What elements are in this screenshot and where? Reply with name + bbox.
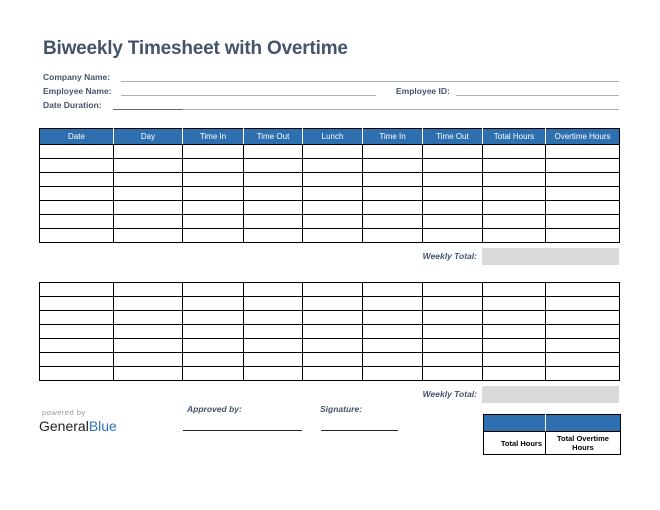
company-name-field[interactable] [121, 81, 619, 82]
cell-overtime-hours[interactable] [546, 311, 620, 325]
col-header-overtime-hours: Overtime Hours [546, 129, 620, 145]
cell-day[interactable] [114, 339, 183, 353]
cell-overtime-hours[interactable] [546, 201, 620, 215]
cell-date[interactable] [40, 325, 114, 339]
table-row [40, 145, 620, 159]
cell-total-hours[interactable] [483, 187, 546, 201]
week1-weekly-total-box[interactable] [482, 248, 619, 265]
cell-time-in[interactable] [183, 325, 244, 339]
cell-date[interactable] [40, 145, 114, 159]
date-duration-field[interactable] [113, 109, 183, 110]
cell-day[interactable] [114, 353, 183, 367]
cell-lunch[interactable] [303, 339, 363, 353]
table-row [40, 229, 620, 243]
cell-lunch[interactable] [303, 367, 363, 381]
cell-total-hours[interactable] [483, 311, 546, 325]
col-header-date: Date [40, 129, 114, 145]
cell-time-in[interactable] [363, 283, 423, 297]
cell-total-hours[interactable] [483, 339, 546, 353]
employee-id-field[interactable] [456, 95, 619, 96]
cell-time-in[interactable] [363, 173, 423, 187]
date-duration-label: Date Duration: [43, 100, 102, 110]
week2-weekly-total-box[interactable] [482, 386, 619, 403]
cell-overtime-hours[interactable] [546, 159, 620, 173]
cell-time-in[interactable] [363, 311, 423, 325]
cell-total-hours[interactable] [483, 229, 546, 243]
cell-time-in[interactable] [363, 325, 423, 339]
cell-time-out[interactable] [423, 145, 483, 159]
cell-time-in[interactable] [183, 229, 244, 243]
cell-total-hours[interactable] [483, 353, 546, 367]
cell-date[interactable] [40, 367, 114, 381]
cell-time-in[interactable] [183, 283, 244, 297]
cell-time-in[interactable] [183, 311, 244, 325]
cell-total-hours[interactable] [483, 325, 546, 339]
cell-overtime-hours[interactable] [546, 229, 620, 243]
total-hours-value[interactable] [484, 415, 546, 432]
col-header-time-in: Time In [183, 129, 244, 145]
cell-time-in[interactable] [363, 201, 423, 215]
cell-lunch[interactable] [303, 187, 363, 201]
cell-lunch[interactable] [303, 325, 363, 339]
cell-overtime-hours[interactable] [546, 325, 620, 339]
cell-date[interactable] [40, 201, 114, 215]
cell-day[interactable] [114, 311, 183, 325]
cell-overtime-hours[interactable] [546, 215, 620, 229]
cell-total-hours[interactable] [483, 145, 546, 159]
table-row [40, 201, 620, 215]
cell-total-hours[interactable] [483, 173, 546, 187]
cell-date[interactable] [40, 187, 114, 201]
cell-total-hours[interactable] [483, 283, 546, 297]
table-row [40, 311, 620, 325]
cell-day[interactable] [114, 325, 183, 339]
col-header-day: Day [114, 129, 183, 145]
cell-date[interactable] [40, 159, 114, 173]
cell-overtime-hours[interactable] [546, 283, 620, 297]
cell-time-in[interactable] [363, 215, 423, 229]
cell-date[interactable] [40, 353, 114, 367]
cell-total-hours[interactable] [483, 159, 546, 173]
total-overtime-label: Total Overtime Hours [546, 432, 621, 455]
cell-day[interactable] [114, 367, 183, 381]
cell-day[interactable] [114, 187, 183, 201]
table-row [40, 159, 620, 173]
employee-id-label: Employee ID: [396, 86, 450, 96]
cell-total-hours[interactable] [483, 367, 546, 381]
cell-time-in[interactable] [363, 229, 423, 243]
week2-timesheet-table [39, 282, 620, 381]
cell-lunch[interactable] [303, 229, 363, 243]
cell-time-out[interactable] [423, 201, 483, 215]
generalblue-logo [39, 418, 117, 434]
cell-time-out[interactable] [423, 215, 483, 229]
cell-overtime-hours[interactable] [546, 297, 620, 311]
week2-weekly-total-label: Weekly Total: [422, 389, 477, 399]
powered-by-text: powered by [42, 408, 86, 417]
cell-overtime-hours[interactable] [546, 145, 620, 159]
cell-time-out[interactable] [423, 229, 483, 243]
cell-overtime-hours[interactable] [546, 173, 620, 187]
cell-lunch[interactable] [303, 173, 363, 187]
cell-time-out[interactable] [244, 229, 303, 243]
cell-day[interactable] [114, 297, 183, 311]
cell-time-in[interactable] [363, 339, 423, 353]
cell-time-out[interactable] [244, 159, 303, 173]
cell-time-out[interactable] [244, 283, 303, 297]
table-header-row [40, 129, 620, 145]
col-header-time-out: Time Out [244, 129, 303, 145]
table-row [40, 339, 620, 353]
table-row [40, 367, 620, 381]
cell-day[interactable] [114, 159, 183, 173]
summary-header-row [484, 415, 621, 432]
cell-time-out[interactable] [423, 367, 483, 381]
cell-date[interactable] [40, 215, 114, 229]
cell-time-in[interactable] [183, 173, 244, 187]
table-row [40, 215, 620, 229]
week1-timesheet-table [39, 128, 620, 243]
cell-time-out[interactable] [423, 353, 483, 367]
cell-lunch[interactable] [303, 201, 363, 215]
cell-time-in[interactable] [183, 159, 244, 173]
cell-time-out[interactable] [244, 173, 303, 187]
employee-name-label: Employee Name: [43, 86, 112, 96]
brand-blue: Blue [88, 418, 117, 434]
total-overtime-value[interactable] [546, 415, 621, 432]
cell-time-out[interactable] [423, 159, 483, 173]
cell-lunch[interactable] [303, 215, 363, 229]
cell-time-out[interactable] [423, 187, 483, 201]
cell-time-in[interactable] [183, 353, 244, 367]
cell-day[interactable] [114, 283, 183, 297]
employee-name-field[interactable] [121, 95, 376, 96]
cell-day[interactable] [114, 229, 183, 243]
cell-time-out[interactable] [244, 145, 303, 159]
cell-time-out[interactable] [244, 215, 303, 229]
cell-overtime-hours[interactable] [546, 353, 620, 367]
cell-time-in[interactable] [363, 145, 423, 159]
cell-time-out[interactable] [423, 173, 483, 187]
col-header-total-hours: Total Hours [483, 129, 546, 145]
cell-overtime-hours[interactable] [546, 367, 620, 381]
table-row [40, 173, 620, 187]
cell-date[interactable] [40, 297, 114, 311]
cell-date[interactable] [40, 229, 114, 243]
summary-table [483, 414, 621, 455]
cell-day[interactable] [114, 201, 183, 215]
cell-day[interactable] [114, 215, 183, 229]
table-row [40, 283, 620, 297]
cell-lunch[interactable] [303, 283, 363, 297]
cell-time-out[interactable] [423, 339, 483, 353]
cell-time-out[interactable] [244, 367, 303, 381]
cell-time-out[interactable] [244, 187, 303, 201]
cell-time-out[interactable] [244, 339, 303, 353]
cell-time-in[interactable] [183, 367, 244, 381]
cell-time-out[interactable] [423, 283, 483, 297]
cell-total-hours[interactable] [483, 201, 546, 215]
cell-time-in[interactable] [183, 145, 244, 159]
cell-date[interactable] [40, 283, 114, 297]
cell-time-out[interactable] [244, 297, 303, 311]
week1-weekly-total-label: Weekly Total: [422, 251, 477, 261]
col-header-time-in-2: Time In [363, 129, 423, 145]
cell-time-in[interactable] [183, 339, 244, 353]
cell-overtime-hours[interactable] [546, 187, 620, 201]
cell-time-in[interactable] [183, 187, 244, 201]
table-row [40, 297, 620, 311]
date-duration-underline [183, 109, 619, 110]
cell-time-out[interactable] [244, 353, 303, 367]
cell-lunch[interactable] [303, 297, 363, 311]
cell-total-hours[interactable] [483, 215, 546, 229]
cell-time-out[interactable] [244, 325, 303, 339]
table-row [40, 325, 620, 339]
cell-lunch[interactable] [303, 353, 363, 367]
table-row [40, 187, 620, 201]
cell-date[interactable] [40, 173, 114, 187]
cell-time-out[interactable] [423, 325, 483, 339]
cell-date[interactable] [40, 339, 114, 353]
company-name-label: Company Name: [43, 72, 111, 82]
cell-time-out[interactable] [423, 297, 483, 311]
cell-time-in[interactable] [183, 201, 244, 215]
table-row [40, 353, 620, 367]
cell-time-in[interactable] [183, 215, 244, 229]
summary-label-row [484, 432, 621, 455]
cell-time-out[interactable] [244, 201, 303, 215]
cell-lunch[interactable] [303, 311, 363, 325]
page-title: Biweekly Timesheet with Overtime [43, 38, 348, 59]
week1-rows [40, 145, 620, 243]
cell-lunch[interactable] [303, 145, 363, 159]
cell-time-out[interactable] [423, 311, 483, 325]
week2-rows [40, 283, 620, 381]
cell-time-in[interactable] [363, 187, 423, 201]
cell-lunch[interactable] [303, 159, 363, 173]
total-hours-label: Total Hours [484, 432, 546, 455]
signature-line[interactable] [321, 430, 398, 431]
cell-date[interactable] [40, 311, 114, 325]
col-header-time-out-2: Time Out [423, 129, 483, 145]
approved-by-line[interactable] [183, 430, 302, 431]
cell-time-out[interactable] [244, 311, 303, 325]
cell-time-in[interactable] [183, 297, 244, 311]
cell-day[interactable] [114, 145, 183, 159]
cell-time-in[interactable] [363, 367, 423, 381]
cell-time-in[interactable] [363, 159, 423, 173]
cell-time-in[interactable] [363, 353, 423, 367]
cell-total-hours[interactable] [483, 297, 546, 311]
cell-time-in[interactable] [363, 297, 423, 311]
brand-general: General [39, 418, 89, 434]
signature-label: Signature: [320, 404, 363, 414]
approved-by-label: Approved by: [187, 404, 242, 414]
cell-day[interactable] [114, 173, 183, 187]
cell-overtime-hours[interactable] [546, 339, 620, 353]
col-header-lunch: Lunch [303, 129, 363, 145]
